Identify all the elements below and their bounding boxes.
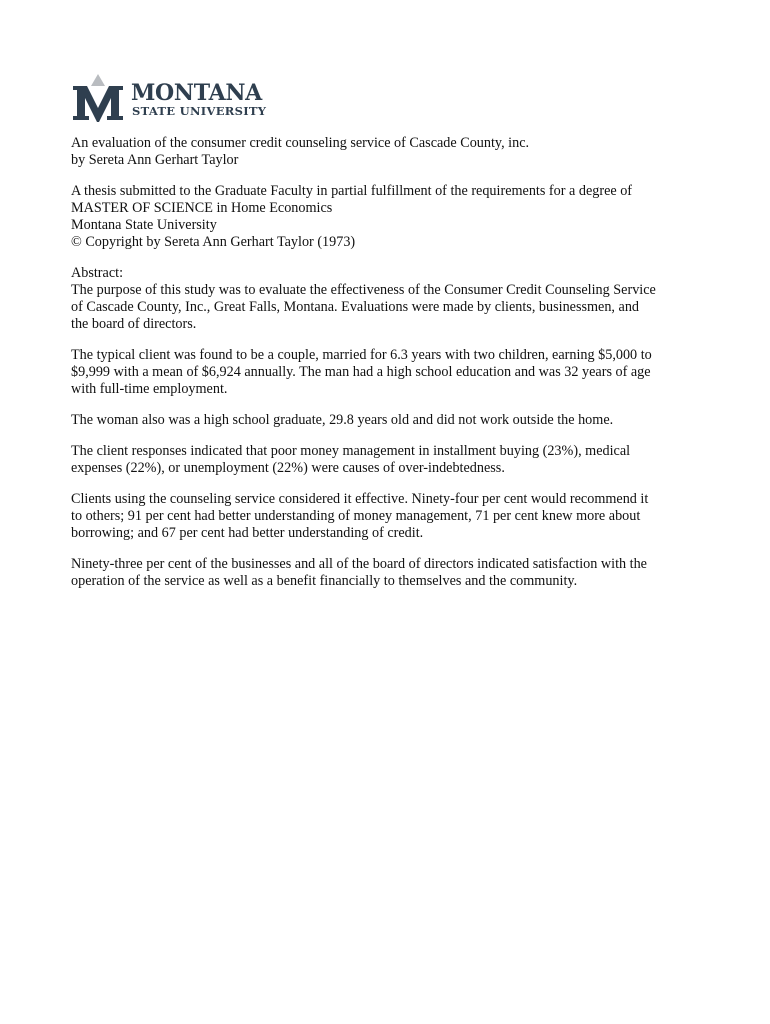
paragraph-satisfaction (71, 556, 711, 590)
abstract-line: the board of directors. (71, 316, 197, 332)
university-logo (71, 72, 271, 124)
title-block (71, 135, 711, 169)
thesis-statement: A thesis submitted to the Graduate Faculty in partial fulfillment of the requirements for a degree of (71, 183, 633, 199)
document-author: by Sereta Ann Gerhart Taylor (71, 152, 239, 168)
degree-name: MASTER OF SCIENCE in Home Economics (71, 200, 333, 216)
msu-m-logo-icon (71, 72, 126, 124)
document-body (71, 135, 711, 604)
thesis-info-block (71, 183, 711, 251)
paragraph-line: expenses (22%), or unemployment (22%) were causes of over-indebtedness. (71, 460, 505, 476)
abstract-line: The purpose of this study was to evaluate the effectiveness of the Consumer Credit Counseling Service (71, 282, 656, 298)
document-title: An evaluation of the consumer credit counseling service of Cascade County, inc. (71, 135, 530, 151)
paragraph-line: The woman also was a high school graduate, 29.8 years old and did not work outside the home. (71, 412, 614, 428)
paragraph-line: operation of the service as well as a benefit financially to themselves and the community. (71, 573, 578, 589)
paragraph-line: Clients using the counseling service considered it effective. Ninety-four per cent would recommend it (71, 491, 649, 507)
paragraph-line: Ninety-three per cent of the businesses and all of the board of directors indicated satisfaction with the (71, 556, 647, 572)
institution-name: Montana State University (71, 217, 217, 233)
paragraph-line: $9,999 with a mean of $6,924 annually. The man had a high school education and was 32 years of age (71, 364, 651, 380)
abstract-block (71, 265, 711, 333)
paragraph-client-profile (71, 347, 711, 398)
abstract-line: of Cascade County, Inc., Great Falls, Montana. Evaluations were made by clients, businessmen, and (71, 299, 640, 315)
paragraph-line: The typical client was found to be a couple, married for 6.3 years with two children, earning $5,000 to (71, 347, 652, 363)
paragraph-causes (71, 443, 711, 477)
logo-subtitle: STATE UNIVERSITY (132, 104, 267, 118)
copyright-line: © Copyright by Sereta Ann Gerhart Taylor (1973) (71, 234, 356, 250)
paragraph-line: with full-time employment. (71, 381, 228, 397)
paragraph-line: to others; 91 per cent had better understanding of money management, 71 per cent knew more about (71, 508, 641, 524)
paragraph-effectiveness (71, 491, 711, 542)
abstract-label: Abstract: (71, 265, 124, 281)
paragraph-line: borrowing; and 67 per cent had better understanding of credit. (71, 525, 424, 541)
paragraph-woman-profile (71, 412, 711, 429)
logo-wordmark: MONTANA (131, 80, 262, 106)
paragraph-line: The client responses indicated that poor money management in installment buying (23%), medical (71, 443, 631, 459)
